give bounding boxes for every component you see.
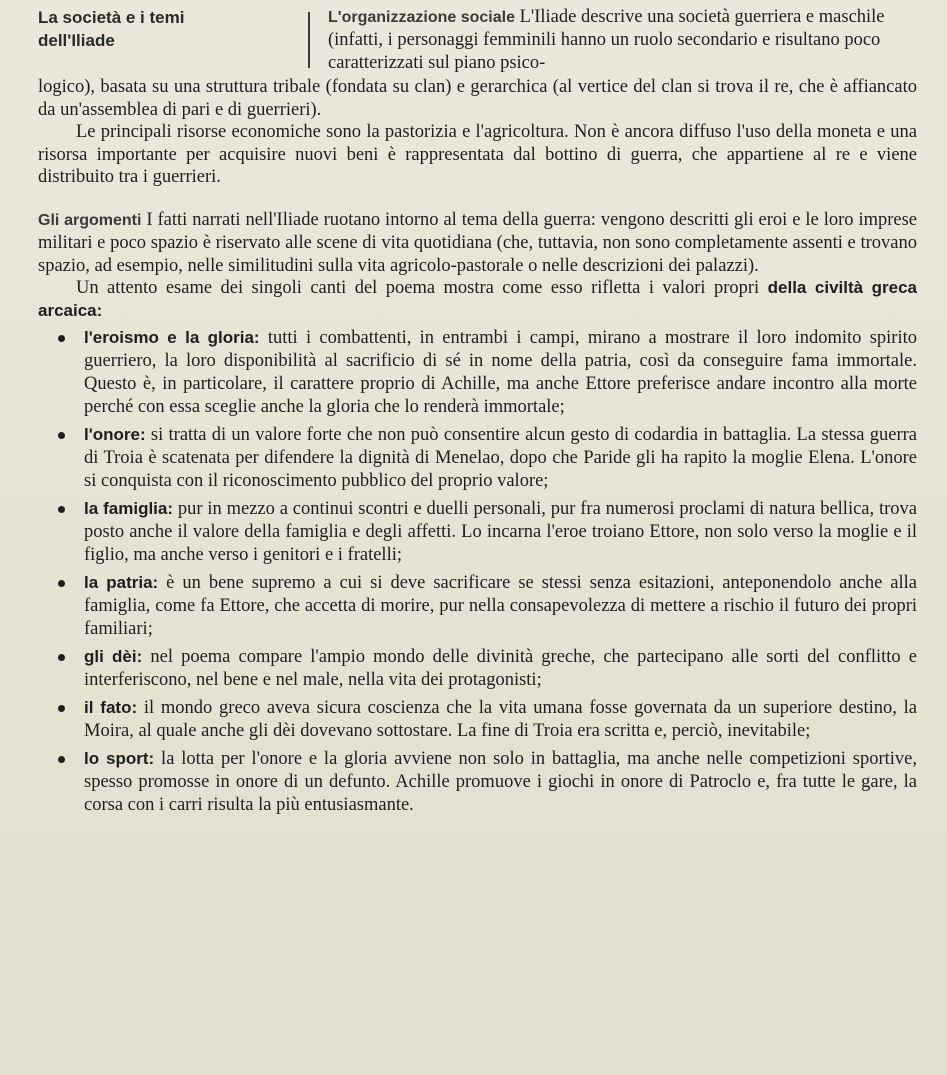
bullet-icon (58, 335, 65, 342)
value-text: il mondo greco aveva sicura coscienza che la vita umana fosse governata da un superiore destino, la Moira, al quale anche gli dèi dovevano sottostare. La fine di Troia era scritta e, perciò, inevitabile; (84, 698, 917, 741)
social-organization-label: L'organizzazione sociale (328, 9, 515, 26)
value-term: la famiglia: (84, 499, 174, 518)
bullet-icon (58, 756, 65, 763)
section-title-line-1: La società e i temi (38, 8, 185, 27)
bullet-icon (58, 432, 65, 439)
bullet-icon (58, 705, 65, 712)
list-item (38, 326, 917, 419)
value-term: la patria: (84, 573, 159, 592)
value-text: si tratta di un valore forte che non può consentire alcun gesto di codardia in battaglia. La stessa guerra di Troia è scatenata per difendere la dignità di Menelao, dopo che Paride gli ha rapito la moglie Elena. L'onore si conquista con il riconoscimento pubblico del proprio valore; (84, 425, 917, 491)
values-intro-paragraph (38, 277, 917, 322)
list-item (38, 645, 917, 692)
value-text: tutti i combattenti, in entrambi i campi, mirano a mostrare il loro indomito spirito guerriero, la loro disponibilità al sacrificio di sé in nome della patria, così da conseguire fama immortale. Questo è, in particolare, il carattere proprio di Achille, ma anche Ettore preferisce andare incontro alla morte perché con essa sceglie anche la gloria che lo renderà immortale; (84, 328, 917, 417)
list-item (38, 747, 917, 817)
list-item (38, 497, 917, 567)
list-item (38, 571, 917, 641)
value-term: l'eroismo e la gloria: (84, 328, 260, 347)
value-term: gli dèi: (84, 647, 143, 666)
paragraph-gap (38, 189, 917, 209)
list-item (38, 423, 917, 493)
value-term: lo sport: (84, 749, 155, 768)
values-intro-text: Un attento esame dei singoli canti del poema mostra come esso rifletta i valori propri (76, 278, 760, 298)
intro-lead-text: L'Iliade descrive una società guerriera e maschile (infatti, i personaggi femminili hanno un ruolo secondario e risultano poco caratterizzati sul piano psico- (328, 7, 885, 73)
section-title (38, 6, 288, 52)
economy-paragraph: Le principali risorse economiche sono la pastorizia e l'agricoltura. Non è ancora diffuso l'uso della moneta e una risorsa importante per acquisire nuovi beni è rappresentata dal bottino di guerra, che appartiene al re e viene distribuito tra i guerrieri. (38, 122, 917, 187)
arguments-paragraph (38, 209, 917, 278)
vertical-divider (308, 12, 310, 68)
value-text: è un bene supremo a cui si deve sacrificare se stessi senza esitazioni, anteponendolo anche alla famiglia, come fa Ettore, che accetta di morire, pur nella consapevolezza di mettere a rischio il futuro dei propri familiari; (84, 573, 917, 639)
value-text: nel poema compare l'ampio mondo delle divinità greche, che partecipano alle sorti del conflitto e interferiscono, nel bene e nel male, nella vita dei protagonisti; (84, 647, 917, 690)
arguments-text: I fatti narrati nell'Iliade ruotano intorno al tema della guerra: vengono descritti gli eroi e le loro imprese militari e poco spazio è riservato alle scene di vita quotidiana (che, tuttavia, non sono completamente assenti e trovano spazio, ad esempio, nelle similitudini sulla vita agricolo-pastorale o nelle descrizioni dei palazzi). (38, 209, 918, 276)
values-list (38, 326, 917, 817)
bullet-icon (58, 506, 65, 513)
intro-paragraph-rest: logico), basata su una struttura tribale (fondata su clan) e gerarchica (al vertice del clan si trova il re, che è affiancato da un'assemblea di pari e di guerrieri). (38, 77, 917, 120)
arguments-label: Gli argomenti (38, 211, 142, 229)
page-header (38, 6, 917, 98)
intro-paragraph-lead (328, 6, 917, 75)
value-term: l'onore: (84, 425, 146, 444)
list-item (38, 696, 917, 743)
bullet-icon (58, 580, 65, 587)
section-title-line-2: dell'Iliade (38, 31, 115, 50)
values-intro-bold: della civiltà greca arcaica: (38, 278, 918, 320)
bullet-icon (58, 654, 65, 661)
value-text: pur in mezzo a continui scontri e duelli personali, pur fra numerosi proclami di natura bellica, trova posto anche il valore della famiglia e degli affetti. Lo incarna l'eroe troiano Ettore, non solo verso la moglie e il figlio, ma anche verso i genitori e i fratelli; (84, 499, 917, 565)
value-text: la lotta per l'onore e la gloria avviene non solo in battaglia, ma anche nelle competizioni sportive, spesso promosse in onore di un defunto. Achille promuove i giochi in onore di Patroclo e, fra tutte le gare, la corsa con i carri risulta la più entusiasmante. (84, 749, 917, 815)
value-term: il fato: (84, 698, 138, 717)
